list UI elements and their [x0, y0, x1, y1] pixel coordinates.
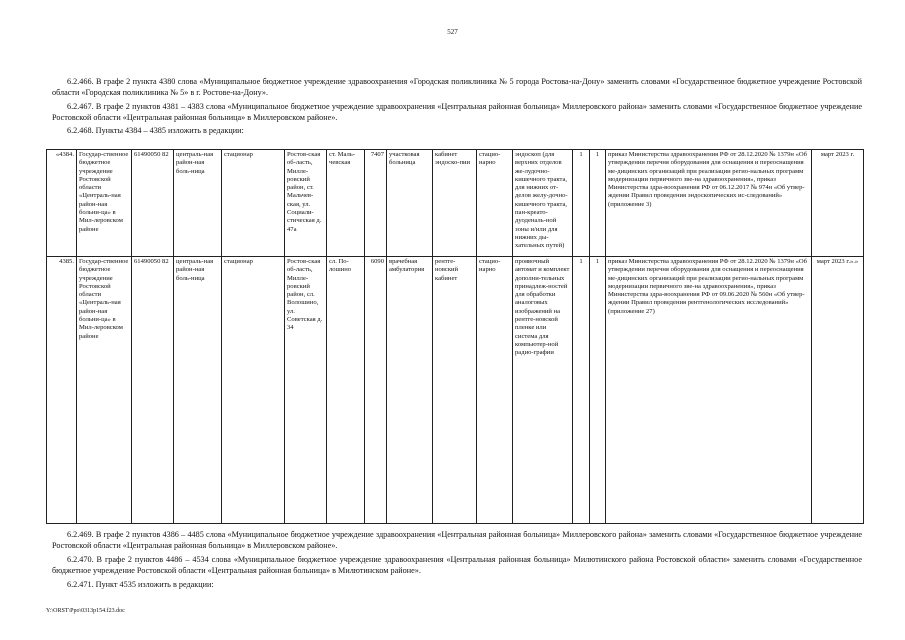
paragraph-6-2-469: [52, 530, 862, 551]
paragraph-6-2-466: [52, 77, 862, 98]
page-number: 527: [447, 28, 458, 36]
cell-population: 7407: [365, 150, 387, 257]
table-row: [47, 257, 864, 524]
cell-unit: участковая больница: [387, 150, 433, 257]
cell-locality: ст. Маль-чевская: [327, 150, 365, 257]
cell-number: «4384.: [47, 150, 77, 257]
paragraph-text: 6.2.468. Пункты 4384 – 4385 изложить в редакции:: [67, 126, 244, 135]
table-row: [47, 150, 864, 257]
paragraph-text: 6.2.467. В графе 2 пунктов 4381 – 4383 слова «Муниципальное бюджетное учреждение здравоохранения «Центральная районная больница» Миллеровского района» заменить словами «Государственное бюджетное учреждение Ростовской области «Центральная районная больница» в Миллеровском районе».: [52, 102, 862, 122]
cell-conditions: стацио-нарно: [477, 150, 513, 257]
equipment-table: [46, 149, 864, 524]
cell-equipment: проявочный автомат и комплект дополни-тельных принадлеж-ностей для обработки аналоговых изображений на рентге-новской пленке или система для компьютер-ной радио-графии: [513, 257, 573, 524]
cell-department: кабинет эндоско-пии: [433, 150, 477, 257]
cell-organization: Государ-ственное бюджетное учреждение Ростовской области «Централь-ная район-ная больни-ца» в Мил-леровском районе: [77, 257, 132, 524]
paragraph-text: 6.2.469. В графе 2 пунктов 4386 – 4485 слова «Муниципальное бюджетное учреждение здравоохранения «Центральная районная больница» Миллеровского района» заменить словами «Государственное бюджетное учреждение Ростовской области «Центральная районная больница» в Миллеровском районе».: [52, 530, 862, 550]
cell-conditions: стацио-нарно: [477, 257, 513, 524]
cell-unit: врачебная амбулатория: [387, 257, 433, 524]
paragraph-text: 6.2.471. Пункт 4535 изложить в редакции:: [67, 580, 214, 589]
file-path-footer: Y:\ORST\Ppo\0313p154.f23.doc: [46, 608, 125, 614]
cell-code: 61490050 82: [132, 257, 174, 524]
cell-quantity: 1: [573, 257, 590, 524]
cell-number: 4385.: [47, 257, 77, 524]
cell-organization: Государ-ственное бюджетное учреждение Ростовской области «Централь-ная район-ная больни-ца» в Мил-леровском районе: [77, 150, 132, 257]
cell-equipment: эндоскоп (для верхних отделов же-лудочно-кишечного тракта, для нижних от-делов желу-дочно-кишечного тракта, пан-креато-дуоденаль-ной зоны и/или для нижних ды-хательных путей): [513, 150, 573, 257]
cell-basis: приказ Министерства здравоохранения РФ от 28.12.2020 № 1379н «Об утверждении перечня оборудования для оснащения и переоснащения ме-дицинских организаций при реализации регио-нальных программ модернизации первичного зве-на здравоохранения», приказ Министерства здра-воохранения РФ от 06.12.2017 № 974н «Об утвер-ждении Правил проведения эндоскопических ис-следований» (приложение 3): [606, 150, 812, 257]
cell-population: 6090: [365, 257, 387, 524]
cell-care-type: стационар: [222, 257, 285, 524]
cell-code: 61490050 82: [132, 150, 174, 257]
paragraph-6-2-471: [52, 580, 862, 591]
paragraph-6-2-467: [52, 102, 862, 123]
cell-quantity-2: 1: [590, 257, 606, 524]
cell-quantity: 1: [573, 150, 590, 257]
cell-address: Ростов-ская об-ласть, Милле-ровский район, ст. Мальчев-ская, ул. Социали-стическая д. 47а: [285, 150, 327, 257]
cell-deadline: март 2023 г.».»: [812, 257, 864, 524]
paragraph-6-2-468: [52, 126, 862, 137]
cell-department: рентге-новский кабинет: [433, 257, 477, 524]
cell-facility-type: централь-ная район-ная боль-ница: [174, 257, 222, 524]
cell-address: Ростов-ская об-ласть, Милле-ровский район, сл. Волошино, ул. Советская д. 34: [285, 257, 327, 524]
cell-care-type: стационар: [222, 150, 285, 257]
cell-quantity-2: 1: [590, 150, 606, 257]
cell-basis: приказ Министерства здравоохранения РФ от 28.12.2020 № 1379н «Об утверждении перечня оборудования для оснащения и переоснащения ме-дицинских организаций при реализации регио-нальных программ модернизации первичного зве-на здравоохранения», приказ Министерства здра-воохранения РФ от 09.06.2020 № 560н «Об утвер-ждении Правил проведения рентгенологических исследований» (приложение 27): [606, 257, 812, 524]
paragraph-text: 6.2.470. В графе 2 пунктов 4486 – 4534 слова «Муниципальное бюджетное учреждение здравоохранения «Центральная районная больница» Милютинского района Ростовской области» заменить словами «Государственное бюджетное учреждение Ростовской области «Центральная районная больница» в Милютинском районе».: [52, 555, 862, 575]
paragraph-text: 6.2.466. В графе 2 пункта 4380 слова «Муниципальное бюджетное учреждение здравоохранения «Городская поликлиника № 5 города Ростова-на-Дону» заменить словами «Государственное бюджетное учреждение Ростовской области «Городская поликлиника № 5» в г. Ростове-на-Дону».: [52, 77, 862, 97]
cell-deadline: март 2023 г.: [812, 150, 864, 257]
cell-facility-type: централь-ная район-ная боль-ница: [174, 150, 222, 257]
paragraph-6-2-470: [52, 555, 862, 576]
cell-locality: сл. По-лошино: [327, 257, 365, 524]
